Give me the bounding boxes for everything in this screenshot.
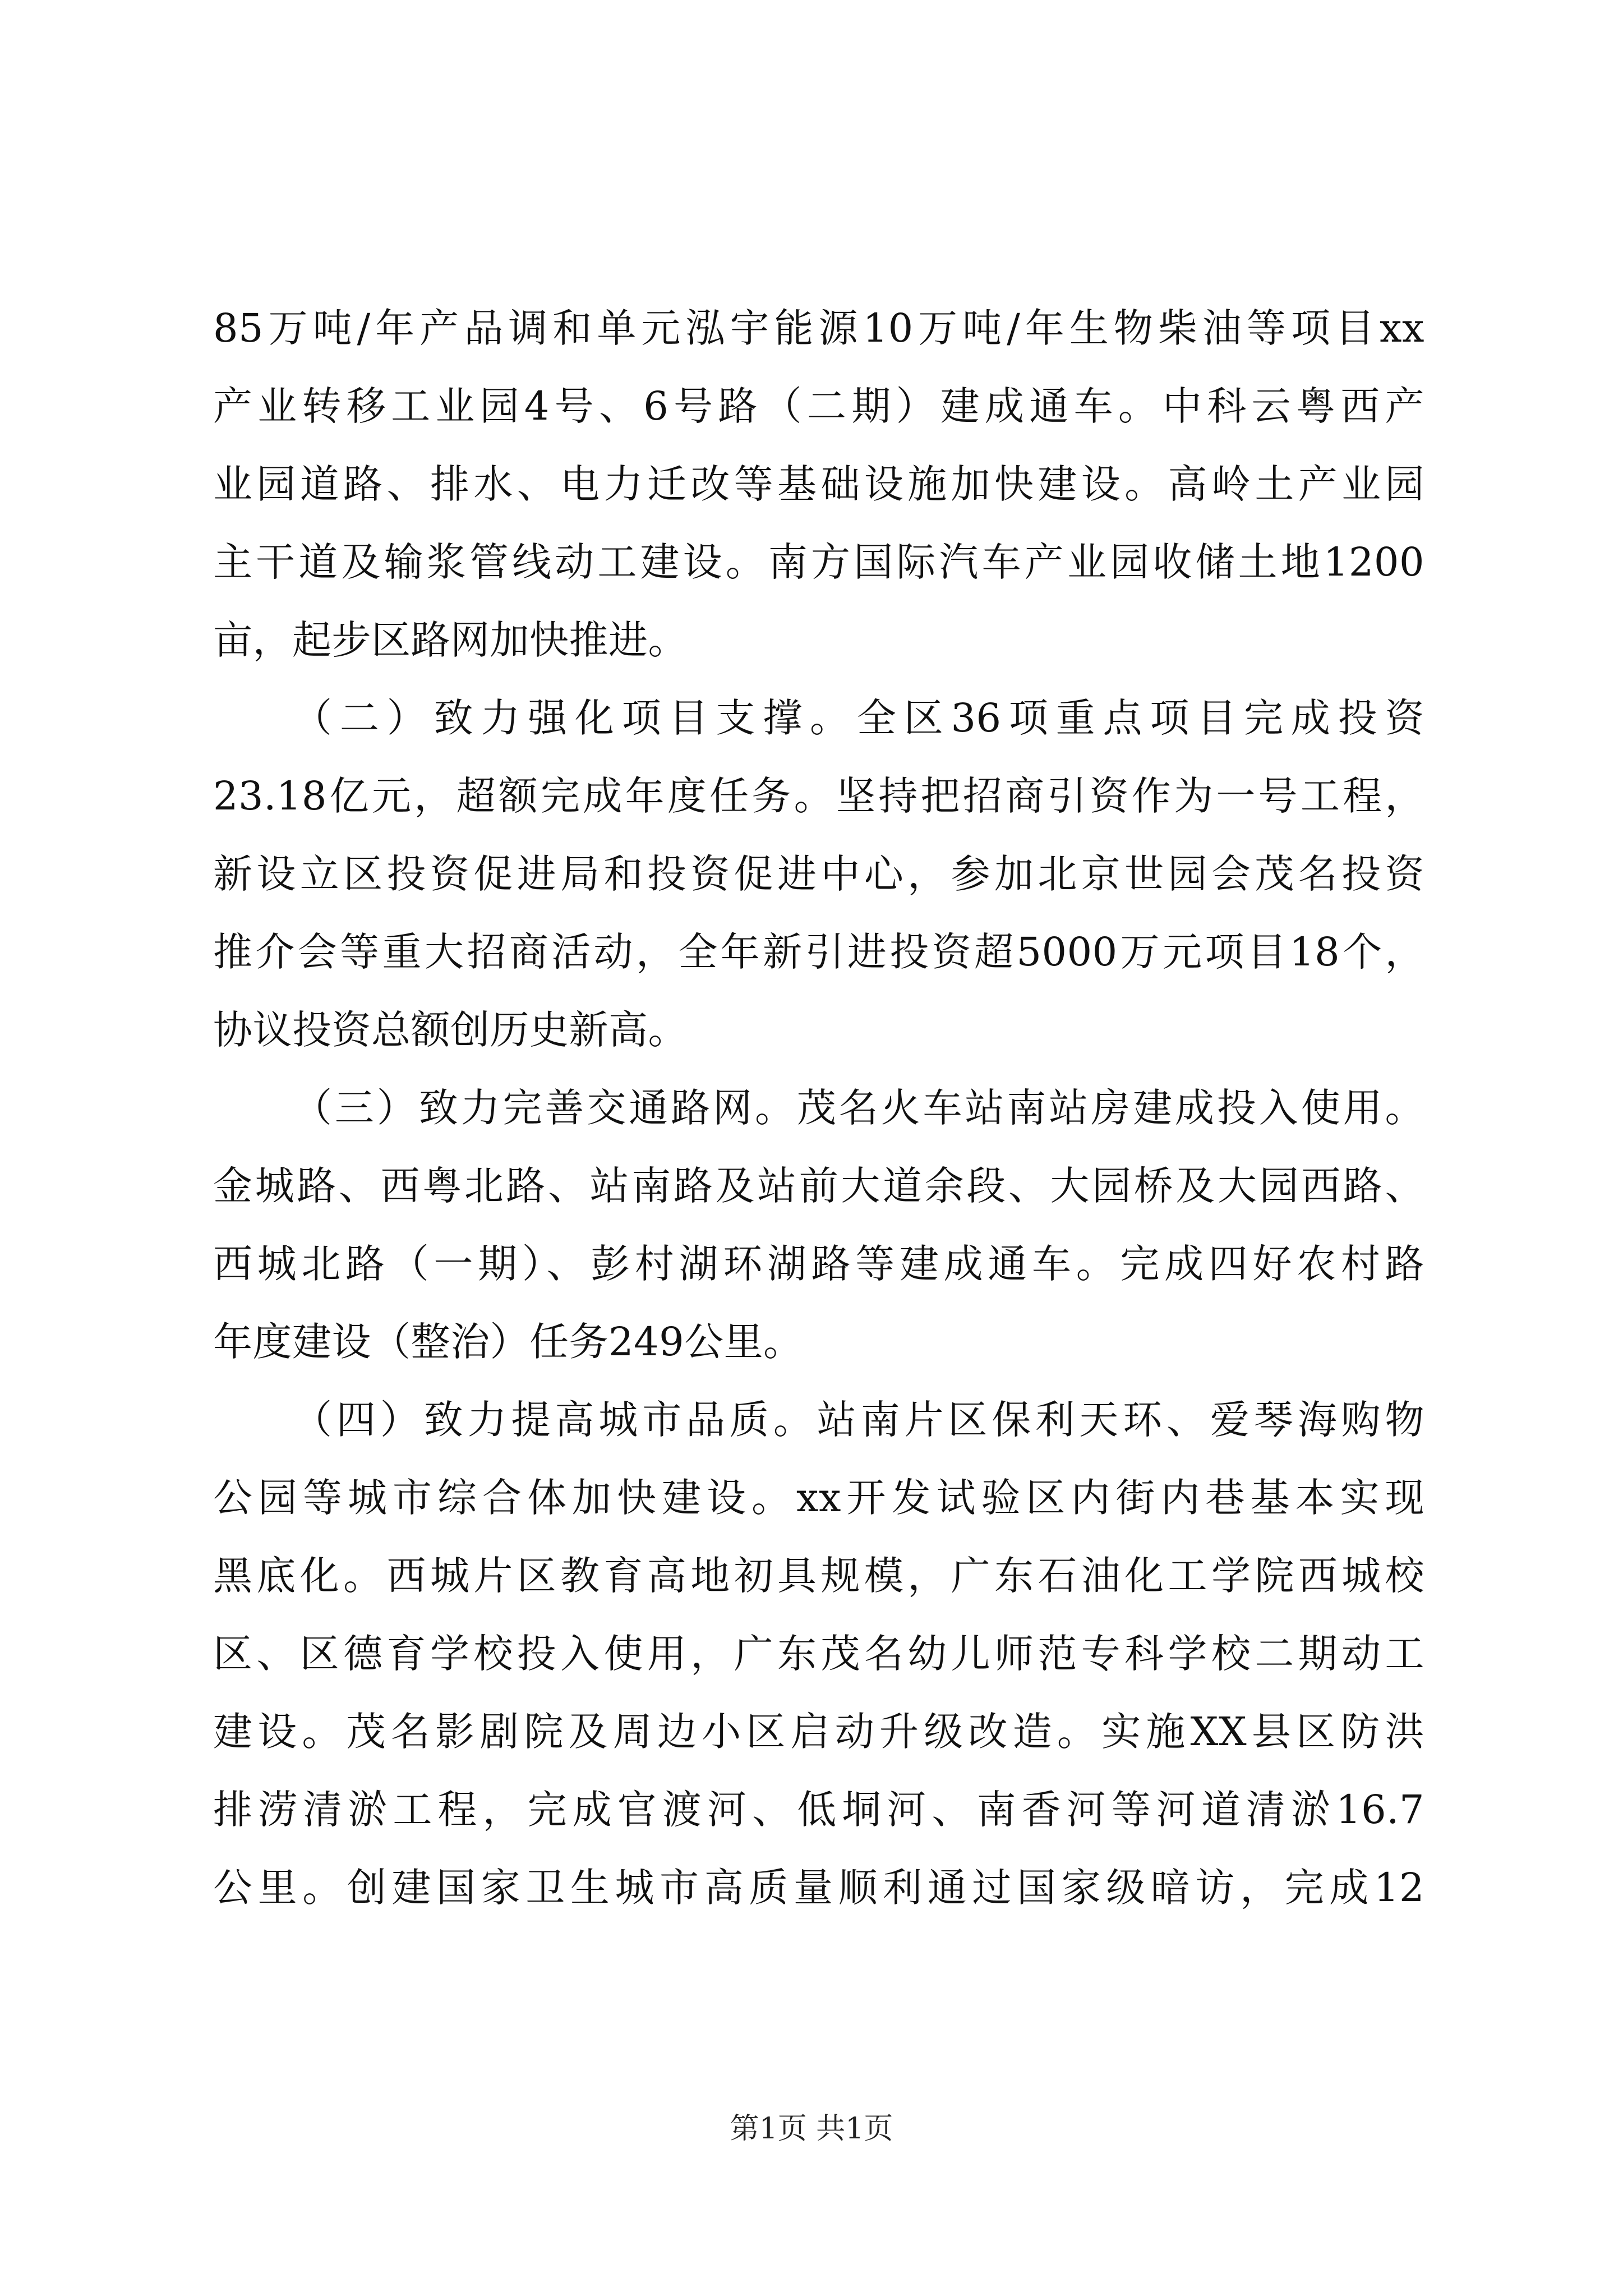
text-line: 建设。茂名影剧院及周边小区启动升级改造。实施XX县区防洪 bbox=[213, 1709, 1424, 1755]
text-line: 亩，起步区路网加快推进。 bbox=[213, 617, 688, 663]
text-line: 金城路、西粤北路、站南路及站前大道余段、大园桥及大园西路、 bbox=[213, 1163, 1424, 1209]
text-line: 公园等城市综合体加快建设。xx开发试验区内街内巷基本实现 bbox=[213, 1475, 1424, 1521]
page-footer: 第1页 共1页 bbox=[730, 2112, 893, 2146]
text-line: 主干道及输浆管线动工建设。南方国际汽车产业园收储土地1200 bbox=[213, 539, 1424, 585]
text-line: 黑底化。西城片区教育高地初具规模，广东石油化工学院西城校 bbox=[213, 1553, 1424, 1599]
text-line: 23.18亿元，超额完成年度任务。坚持把招商引资作为一号工程， bbox=[213, 773, 1424, 819]
paragraph-heading-line: （三）致力完善交通路网。茂名火车站南站房建成投入使用。 bbox=[293, 1085, 1424, 1131]
text-line: 公里。创建国家卫生城市高质量顺利通过国家级暗访，完成12 bbox=[213, 1865, 1424, 1911]
text-line: 新设立区投资促进局和投资促进中心，参加北京世园会茂名投资 bbox=[213, 851, 1424, 897]
text-line: 年度建设（整治）任务249公里。 bbox=[213, 1319, 803, 1365]
paragraph-heading-line: （四）致力提高城市品质。站南片区保利天环、爱琴海购物 bbox=[293, 1397, 1424, 1443]
document-body bbox=[213, 303, 1424, 1940]
text-line: 产业转移工业园4号、6号路（二期）建成通车。中科云粤西产 bbox=[213, 383, 1424, 429]
paragraph-heading-line: （二）致力强化项目支撑。全区36项重点项目完成投资 bbox=[293, 695, 1424, 741]
text-line: 区、区德育学校投入使用，广东茂名幼儿师范专科学校二期动工 bbox=[213, 1631, 1424, 1677]
text-line: 推介会等重大招商活动，全年新引进投资超5000万元项目18个， bbox=[213, 929, 1424, 975]
text-line: 85万吨/年产品调和单元泓宇能源10万吨/年生物柴油等项目xx bbox=[213, 305, 1424, 351]
text-line: 西城北路（一期）、彭村湖环湖路等建成通车。完成四好农村路 bbox=[213, 1241, 1424, 1287]
text-line: 协议投资总额创历史新高。 bbox=[213, 1007, 688, 1053]
text-line: 业园道路、排水、电力迁改等基础设施加快建设。高岭土产业园 bbox=[213, 461, 1424, 507]
text-line: 排涝清淤工程，完成官渡河、低垌河、南香河等河道清淤16.7 bbox=[213, 1787, 1424, 1833]
